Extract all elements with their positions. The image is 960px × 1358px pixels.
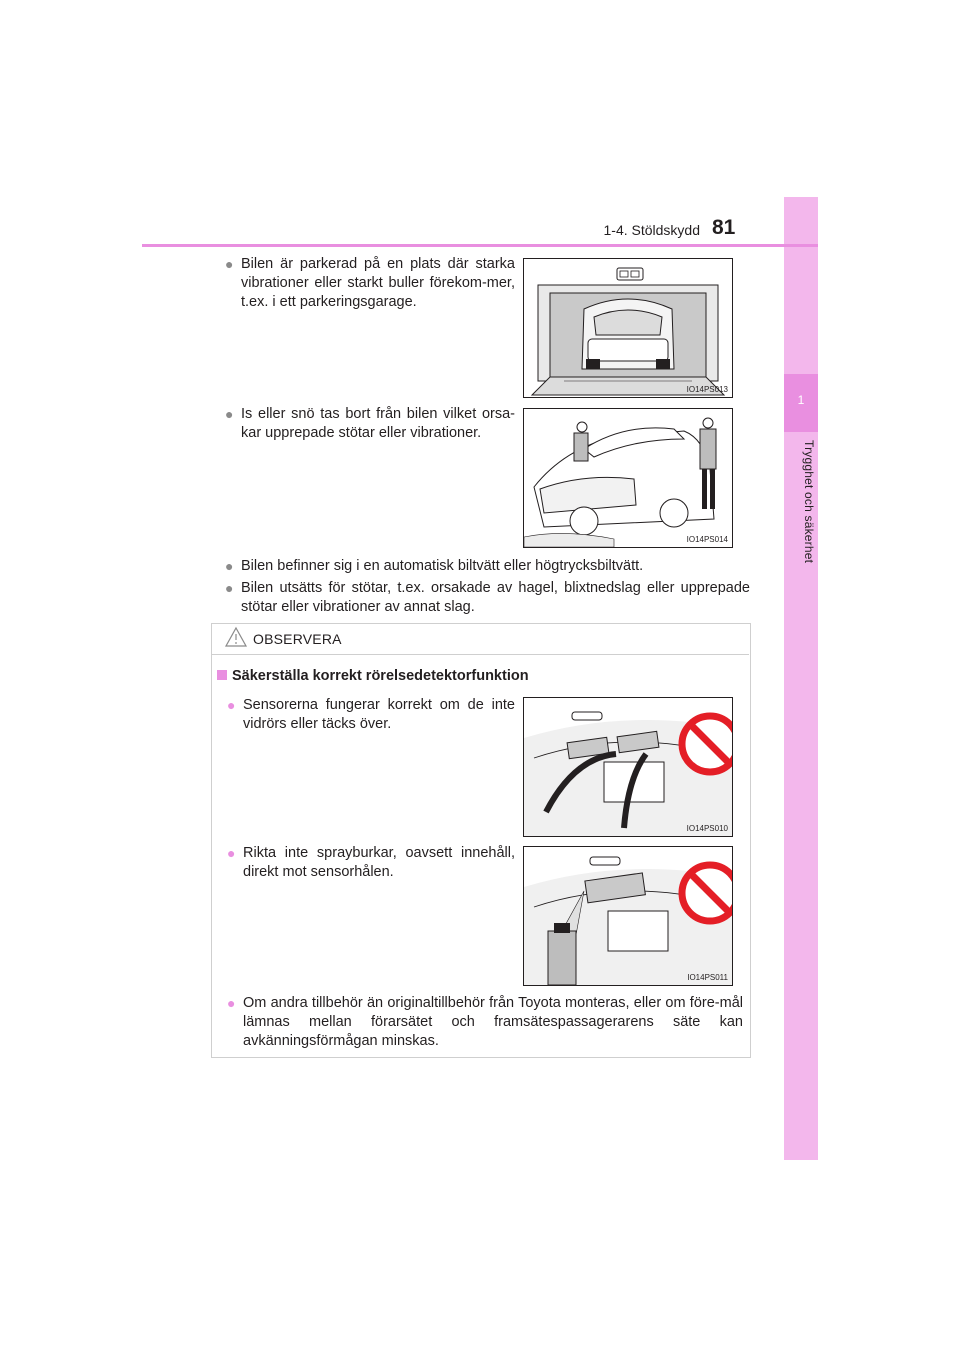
- chapter-tab-strip: [784, 197, 818, 1160]
- header-rule: [142, 244, 818, 247]
- bullet-icon: ●: [227, 697, 236, 713]
- car-wash-illustration: [524, 259, 732, 397]
- spray-can-illustration: [524, 847, 732, 985]
- bullet-icon: ●: [227, 845, 236, 861]
- warning-triangle-icon: [224, 626, 248, 648]
- figure-sensors-touch: [523, 697, 733, 837]
- list-item-text: Om andra tillbehör än originaltillbehör från Toyota monteras, eller om före-mål lämnas mellan förarsätet och framsätespassagerarens säte kan avkänningsförmågan minskas.: [243, 995, 743, 1049]
- figure-code: IO14PS011: [687, 973, 728, 982]
- bullet-icon: ●: [227, 995, 236, 1011]
- sensor-touch-illustration: [524, 698, 732, 836]
- list-item-text: Sensorerna fungerar korrekt om de inte vidrörs eller täcks över.: [243, 697, 515, 732]
- chapter-number: 1: [797, 393, 805, 407]
- figure-parking-garage: [523, 258, 733, 398]
- notice-box: [211, 623, 751, 1058]
- list-item-text: Is eller snö tas bort från bilen vilket orsa-kar upprepade stötar eller vibrationer.: [241, 406, 515, 441]
- list-item: [227, 994, 743, 1051]
- list-item: [225, 557, 750, 576]
- notice-title: OBSERVERA: [253, 631, 342, 647]
- list-item: [225, 405, 515, 443]
- notice-sub-heading: [217, 668, 529, 684]
- list-item-text: Bilen befinner sig i en automatisk biltvätt eller högtrycksbiltvätt.: [241, 558, 644, 574]
- list-item-text: Rikta inte sprayburkar, oavsett innehåll, direkt mot sensorhålen.: [243, 845, 515, 880]
- figure-code: IO14PS010: [686, 824, 728, 833]
- list-item-text: Bilen är parkerad på en plats där starka vibrationer eller starkt buller förekom-mer, t.ex. i ett parkeringsgarage.: [241, 256, 515, 310]
- square-bullet-icon: [217, 670, 227, 680]
- figure-spray-can: [523, 846, 733, 986]
- page-number: 81: [712, 216, 736, 239]
- list-item: [225, 579, 750, 617]
- bullet-icon: ●: [225, 558, 234, 574]
- notice-sub-heading-text: Säkerställa korrekt rörelsedetektorfunktion: [232, 668, 529, 684]
- snow-removal-illustration: [524, 409, 732, 547]
- list-item: [227, 696, 515, 734]
- figure-code: IO14PS013: [686, 385, 728, 394]
- chapter-title: Trygghet och säkerhet: [802, 440, 816, 564]
- bullet-icon: ●: [225, 256, 234, 272]
- list-item: [225, 255, 515, 312]
- bullet-icon: ●: [225, 580, 234, 596]
- figure-snow-removal: [523, 408, 733, 548]
- figure-code: IO14PS014: [686, 535, 728, 544]
- list-item-text: Bilen utsätts för stötar, t.ex. orsakade av hagel, blixtnedslag eller upprepade stötar eller vibrationer av annat slag.: [241, 580, 750, 615]
- bullet-icon: ●: [225, 406, 234, 422]
- list-item: [227, 844, 515, 882]
- section-title: 1-4. Stöldskydd: [603, 222, 700, 238]
